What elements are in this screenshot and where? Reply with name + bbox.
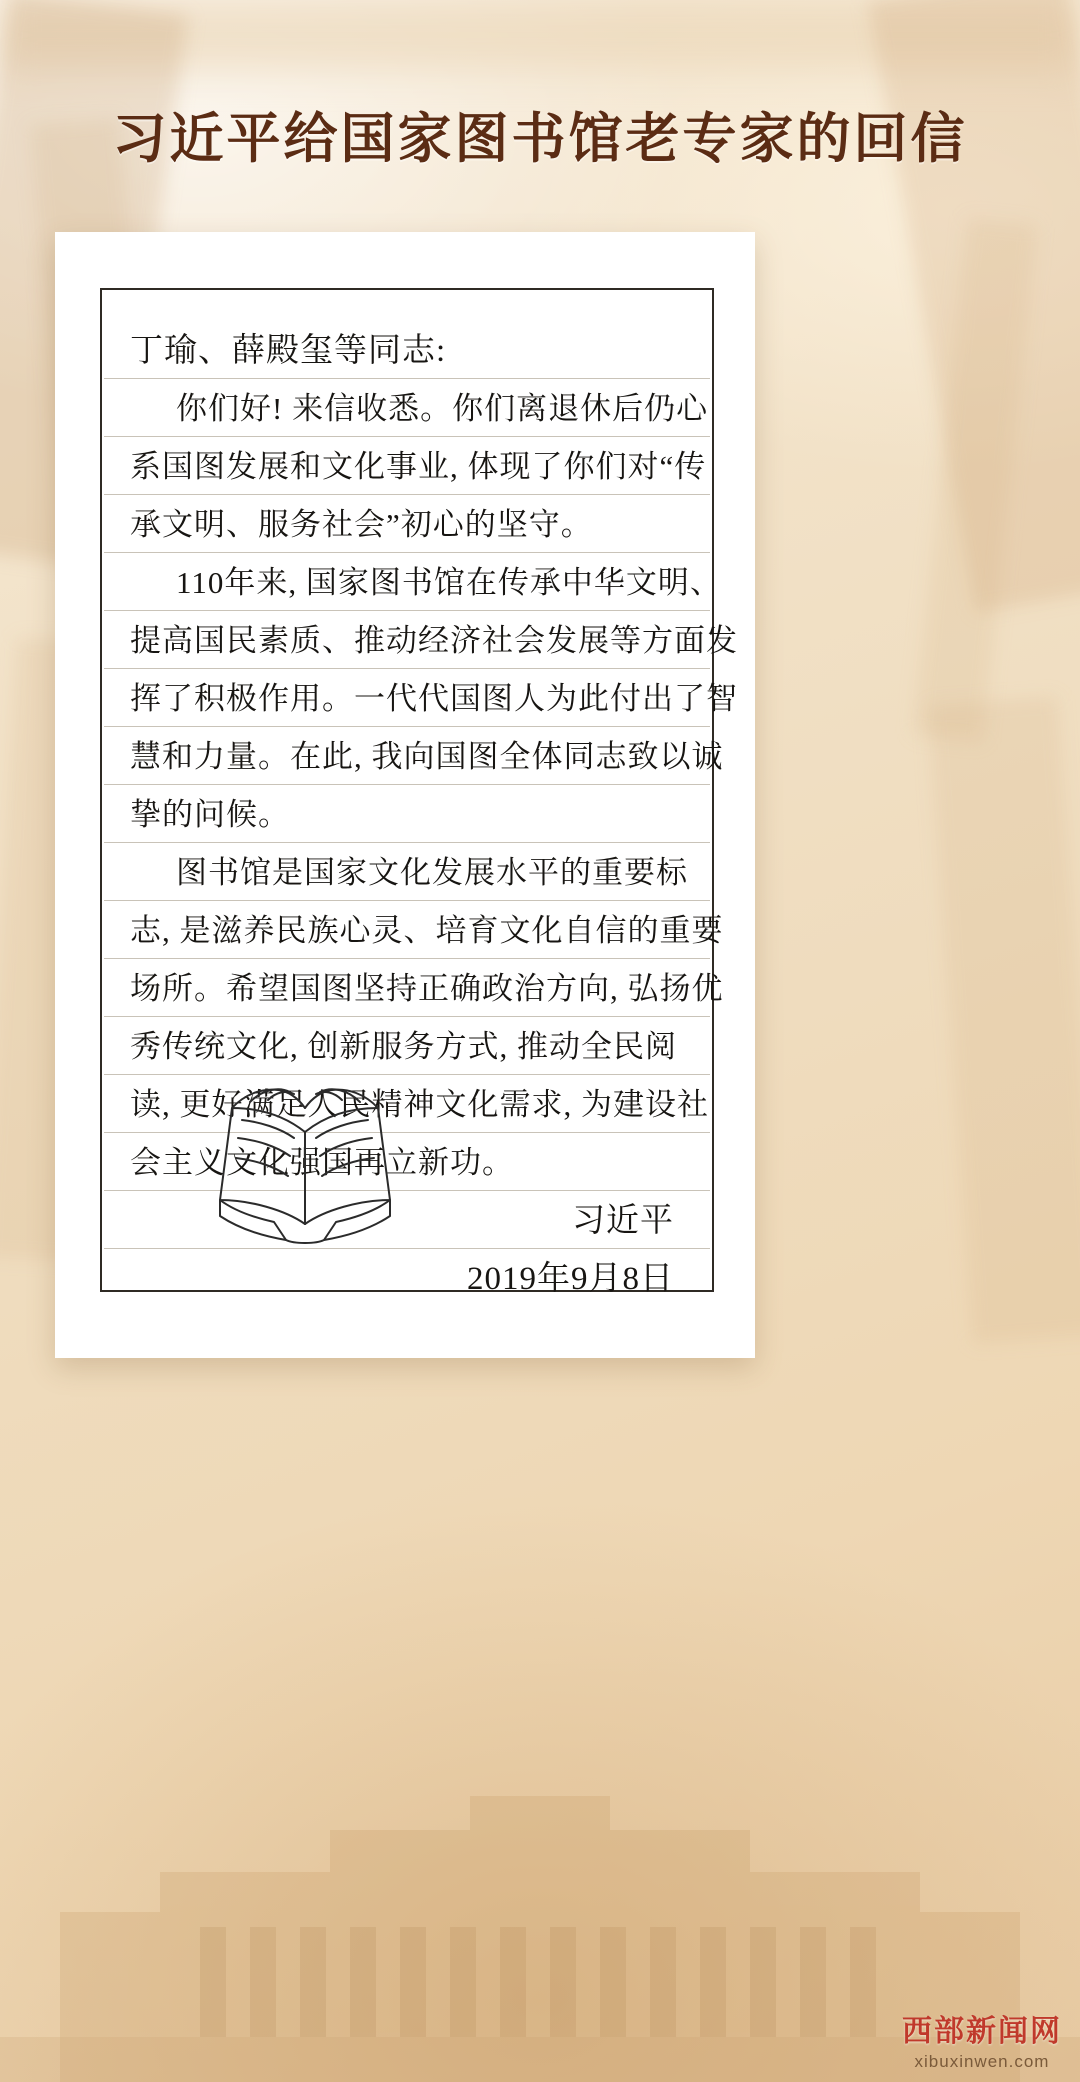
letter-date: 2019年9月8日 [467, 1261, 674, 1297]
poster-title-container [0, 96, 1080, 173]
letter-line: 秀传统文化, 创新服务方式, 推动全民阅 [130, 1029, 677, 1064]
letter-line: 图书馆是国家文化发展水平的重要标 [176, 855, 688, 890]
paper-texture-right-1 [868, 0, 1080, 613]
paper-texture-right-2 [913, 218, 1037, 742]
letter-line: 提高国民素质、推动经济社会发展等方面发 [130, 623, 738, 658]
letter-line: 慧和力量。在此, 我向国图全体同志致以诚 [130, 739, 724, 774]
letter-line: 110年来, 国家图书馆在传承中华文明、 [176, 565, 722, 600]
letter-line: 场所。希望国图坚持正确政治方向, 弘扬优 [130, 971, 724, 1006]
paper-texture-right-3 [928, 696, 1080, 1344]
letter-line: 会主义文化强国再立新功。 [130, 1145, 514, 1180]
page-title: 习近平给国家图书馆老专家的回信 [112, 109, 968, 169]
letter-line: 挚的问候。 [130, 797, 290, 832]
watermark-title: 西部新闻网 [902, 2015, 1062, 2048]
watermark [902, 2006, 1062, 2072]
letter-signature: 习近平 [572, 1203, 674, 1239]
letter-frame [100, 288, 738, 1297]
letter-line: 系国图发展和文化事业, 体现了你们对“传 [130, 449, 707, 484]
watermark-url: xibuxinwen.com [914, 2052, 1050, 2071]
letter-line: 承文明、服务社会”初心的坚守。 [130, 507, 593, 542]
open-book-icon [190, 1072, 420, 1252]
letter-card [55, 232, 755, 1358]
letter-line: 读, 更好满足人民精神文化需求, 为建设社 [130, 1087, 709, 1122]
letter-line: 挥了积极作用。一代代国图人为此付出了智 [130, 681, 738, 716]
letter-salutation: 丁瑜、薛殿玺等同志: [130, 333, 447, 369]
paper-texture-top [0, 0, 1080, 70]
letter-line: 志, 是滋养民族心灵、培育文化自信的重要 [130, 913, 724, 948]
letter-line: 你们好! 来信收悉。你们离退休后仍心 [176, 391, 709, 426]
